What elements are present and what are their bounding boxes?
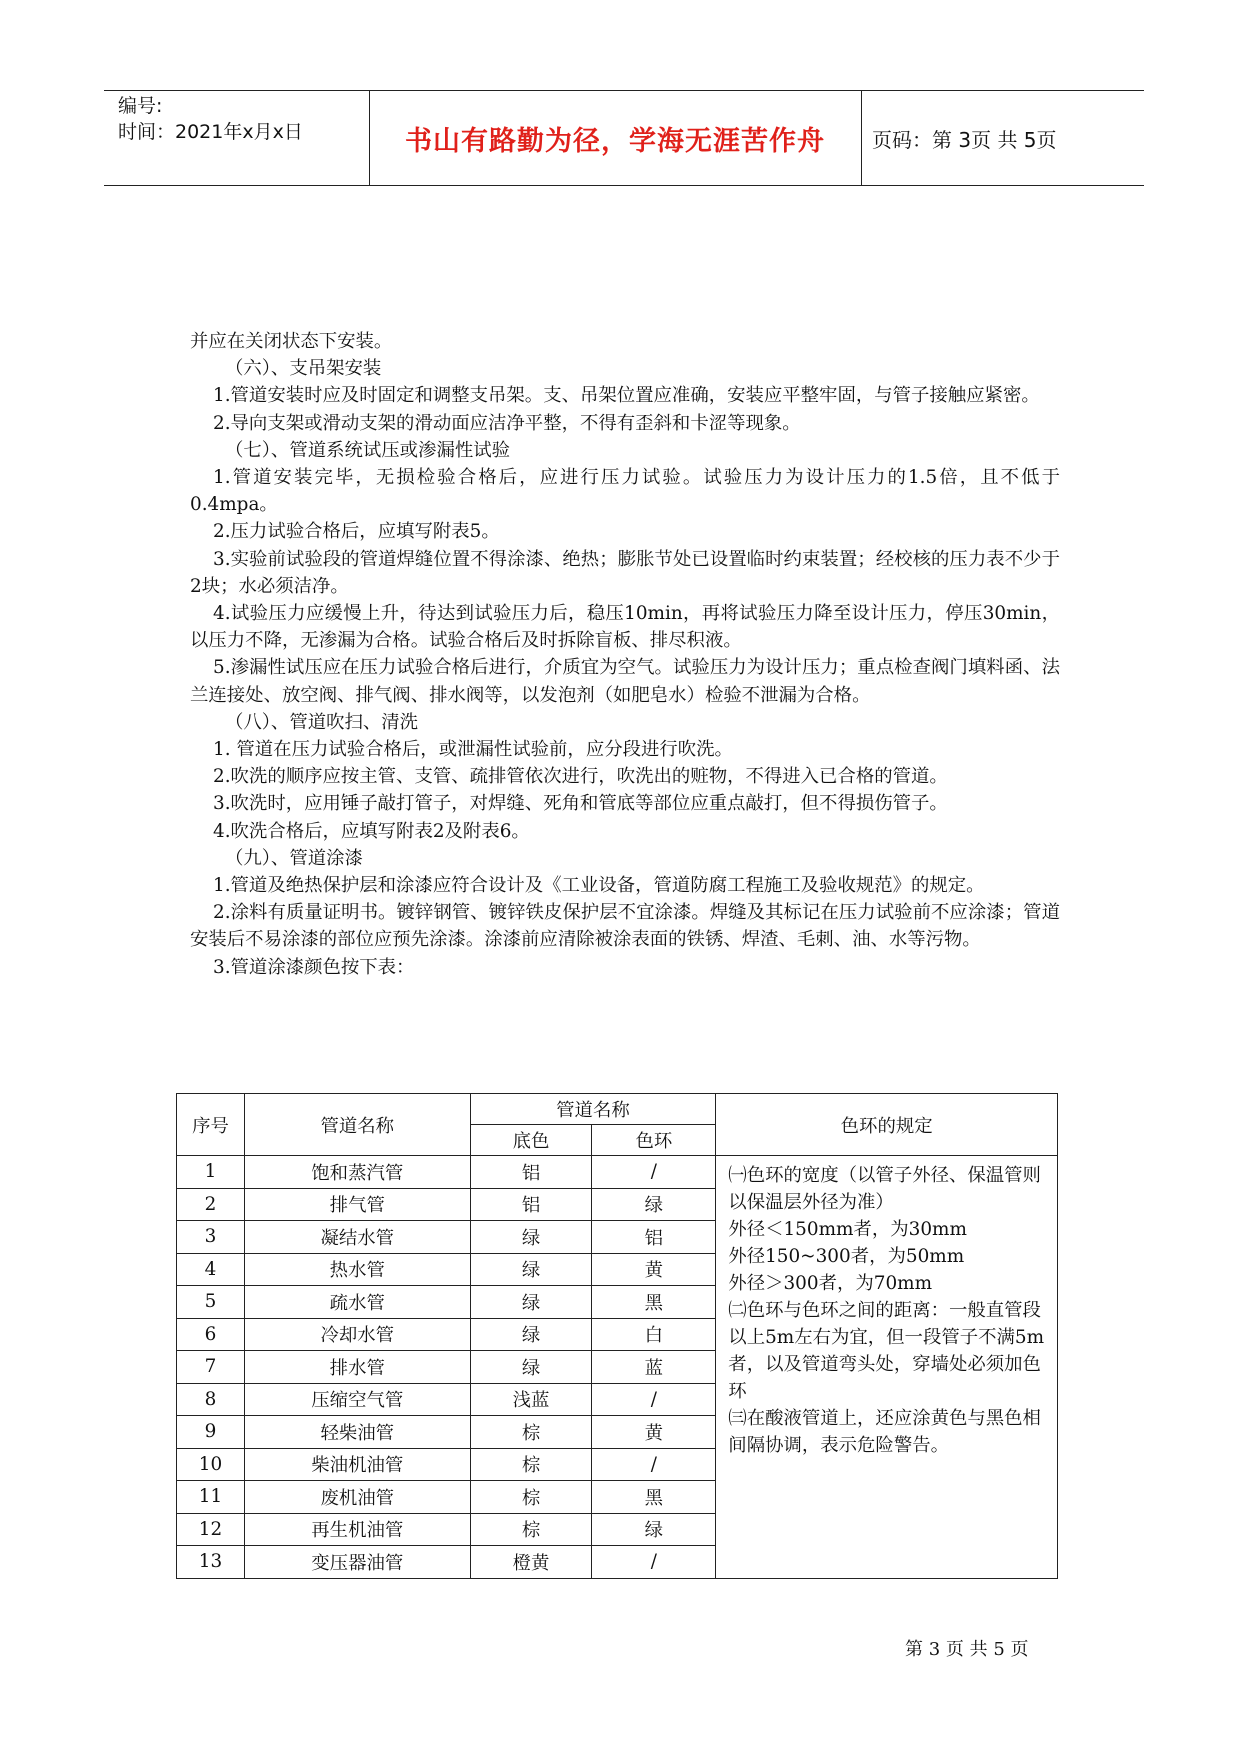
- header-ring-color: 色环: [592, 1125, 716, 1156]
- cell-name: 排水管: [244, 1351, 470, 1384]
- header-pipe-name-group: 管道名称: [470, 1094, 716, 1125]
- paragraph: 2.压力试验合格后，应填写附表5。: [213, 521, 500, 543]
- cell-seq: 4: [177, 1253, 245, 1286]
- cell-base: 棕: [470, 1513, 592, 1546]
- cell-base: 浅蓝: [470, 1383, 592, 1416]
- document-time-label: 时间：2021年x月x日: [118, 121, 303, 143]
- paragraph: 1.管道安装时应及时固定和调整支吊架。支、吊架位置应准确，安装应平整牢固，与管子接触应紧密。: [213, 385, 1040, 407]
- cell-base: 棕: [470, 1416, 592, 1449]
- cell-seq: 2: [177, 1188, 245, 1221]
- cell-seq: 5: [177, 1286, 245, 1319]
- cell-seq: 11: [177, 1481, 245, 1514]
- header-ring-rule: 色环的规定: [716, 1094, 1058, 1156]
- cell-ring: /: [592, 1156, 716, 1189]
- paragraph: 3.实验前试验段的管道焊缝位置不得涂漆、绝热；膨胀节处已设置临时约束装置；经校核的压力表不少于2块；水必须洁净。: [190, 548, 1060, 597]
- cell-name: 排气管: [244, 1188, 470, 1221]
- cell-base: 铝: [470, 1188, 592, 1221]
- cell-name: 压缩空气管: [244, 1383, 470, 1416]
- cell-name: 冷却水管: [244, 1318, 470, 1351]
- cell-name: 变压器油管: [244, 1546, 470, 1579]
- cell-name: 饱和蒸汽管: [244, 1156, 470, 1189]
- cell-base: 铝: [470, 1156, 592, 1189]
- cell-seq: 13: [177, 1546, 245, 1579]
- document-body: [190, 328, 1060, 981]
- cell-name: 疏水管: [244, 1286, 470, 1319]
- cell-ring: 绿: [592, 1188, 716, 1221]
- paragraph: 4.吹洗合格后，应填写附表2及附表6。: [213, 820, 530, 842]
- cell-seq: 7: [177, 1351, 245, 1384]
- cell-name: 凝结水管: [244, 1221, 470, 1254]
- cell-base: 棕: [470, 1481, 592, 1514]
- cell-base: 绿: [470, 1221, 592, 1254]
- cell-ring: /: [592, 1546, 716, 1579]
- cell-ring: 白: [592, 1318, 716, 1351]
- paragraph: 1.管道安装完毕，无损检验合格后，应进行压力试验。试验压力为设计压力的1.5倍，且不低于0.4mpa。: [190, 467, 1060, 516]
- ring-rule-cell: [716, 1156, 1058, 1579]
- page-header: [104, 90, 1144, 186]
- paragraph: 2.涂料有质量证明书。镀锌钢管、镀锌铁皮保护层不宜涂漆。焊缝及其标记在压力试验前不应涂漆；管道安装后不易涂漆的部位应预先涂漆。涂漆前应清除被涂表面的铁锈、焊渣、毛刺、油、水等污物。: [190, 902, 1060, 951]
- cell-ring: 黄: [592, 1253, 716, 1286]
- header-meta: [118, 93, 303, 145]
- header-page-number: 页码：第 3页 共 5页: [872, 127, 1057, 152]
- ring-rule-line: 外径＞300者，为70mm: [728, 1273, 933, 1294]
- cell-name: 再生机油管: [244, 1513, 470, 1546]
- cell-name: 轻柴油管: [244, 1416, 470, 1449]
- cell-base: 绿: [470, 1351, 592, 1384]
- cell-name: 柴油机油管: [244, 1448, 470, 1481]
- header-pipe-name: 管道名称: [244, 1094, 470, 1156]
- paragraph: 1.管道及绝热保护层和涂漆应符合设计及《工业设备，管道防腐工程施工及验收规范》的规定。: [213, 875, 985, 897]
- header-base-color: 底色: [470, 1125, 592, 1156]
- ring-rule-line: 外径＜150mm者，为30mm: [728, 1219, 967, 1240]
- header-motto: 书山有路勤为径，学海无涯苦作舟: [405, 125, 825, 157]
- paragraph: 5.渗漏性试压应在压力试验合格后进行，介质宜为空气。试验压力为设计压力；重点检查阀门填料函、法兰连接处、放空阀、排气阀、排水阀等，以发泡剂（如肥皂水）检验不泄漏为合格。: [190, 657, 1060, 706]
- cell-ring: /: [592, 1448, 716, 1481]
- cell-seq: 3: [177, 1221, 245, 1254]
- ring-rule-line: ㈠色环的宽度（以管子外径、保温管则以保温层外径为准）: [728, 1165, 1041, 1213]
- cell-ring: 黑: [592, 1481, 716, 1514]
- paragraph: 2.吹洗的顺序应按主管、支管、疏排管依次进行，吹洗出的赃物，不得进入已合格的管道。: [213, 766, 948, 788]
- cell-base: 绿: [470, 1318, 592, 1351]
- cell-seq: 1: [177, 1156, 245, 1189]
- document-number-label: 编号:: [118, 95, 163, 117]
- cell-ring: 铝: [592, 1221, 716, 1254]
- header-divider: [861, 91, 862, 185]
- cell-seq: 12: [177, 1513, 245, 1546]
- cell-seq: 9: [177, 1416, 245, 1449]
- cell-name: 热水管: [244, 1253, 470, 1286]
- cell-name: 废机油管: [244, 1481, 470, 1514]
- cell-base: 橙黄: [470, 1546, 592, 1579]
- cell-ring: /: [592, 1383, 716, 1416]
- paragraph: 并应在关闭状态下安装。: [190, 331, 393, 352]
- ring-rule-line: 外径150~300者，为50mm: [728, 1246, 965, 1267]
- ring-rule-line: ㈡色环与色环之间的距离：一般直管段以上5m左右为宜，但一段管子不满5m者，以及管道弯头处，穿墙处必须加色环: [728, 1300, 1045, 1402]
- section-heading: （九）、管道涂漆: [224, 847, 363, 869]
- section-heading: （八）、管道吹扫、清洗: [224, 711, 419, 733]
- cell-seq: 6: [177, 1318, 245, 1351]
- cell-ring: 绿: [592, 1513, 716, 1546]
- cell-base: 绿: [470, 1253, 592, 1286]
- ring-rule-line: ㈢在酸液管道上，还应涂黄色与黑色相间隔协调，表示危险警告。: [728, 1408, 1041, 1456]
- cell-seq: 10: [177, 1448, 245, 1481]
- pipe-color-table: [176, 1093, 1058, 1579]
- cell-base: 绿: [470, 1286, 592, 1319]
- paragraph: 3.吹洗时，应用锤子敲打管子，对焊缝、死角和管底等部位应重点敲打，但不得损伤管子。: [213, 793, 948, 815]
- section-heading: （六）、支吊架安装: [224, 358, 382, 380]
- paragraph: 3.管道涂漆颜色按下表：: [213, 956, 415, 978]
- page-footer: 第 3 页 共 5 页: [905, 1639, 1029, 1660]
- section-heading: （七）、管道系统试压或渗漏性试验: [224, 439, 511, 461]
- table-row: [177, 1156, 1058, 1189]
- cell-ring: 蓝: [592, 1351, 716, 1384]
- paragraph: 2.导向支架或滑动支架的滑动面应洁净平整，不得有歪斜和卡涩等现象。: [213, 412, 801, 434]
- cell-ring: 黑: [592, 1286, 716, 1319]
- header-seq: 序号: [177, 1094, 245, 1156]
- paragraph: 4.试验压力应缓慢上升，待达到试验压力后，稳压10min，再将试验压力降至设计压力，停压30min，以压力不降，无渗漏为合格。试验合格后及时拆除盲板、排尽积液。: [190, 603, 1060, 652]
- cell-base: 棕: [470, 1448, 592, 1481]
- cell-ring: 黄: [592, 1416, 716, 1449]
- cell-seq: 8: [177, 1383, 245, 1416]
- paragraph: 1. 管道在压力试验合格后，或泄漏性试验前，应分段进行吹洗。: [213, 739, 733, 761]
